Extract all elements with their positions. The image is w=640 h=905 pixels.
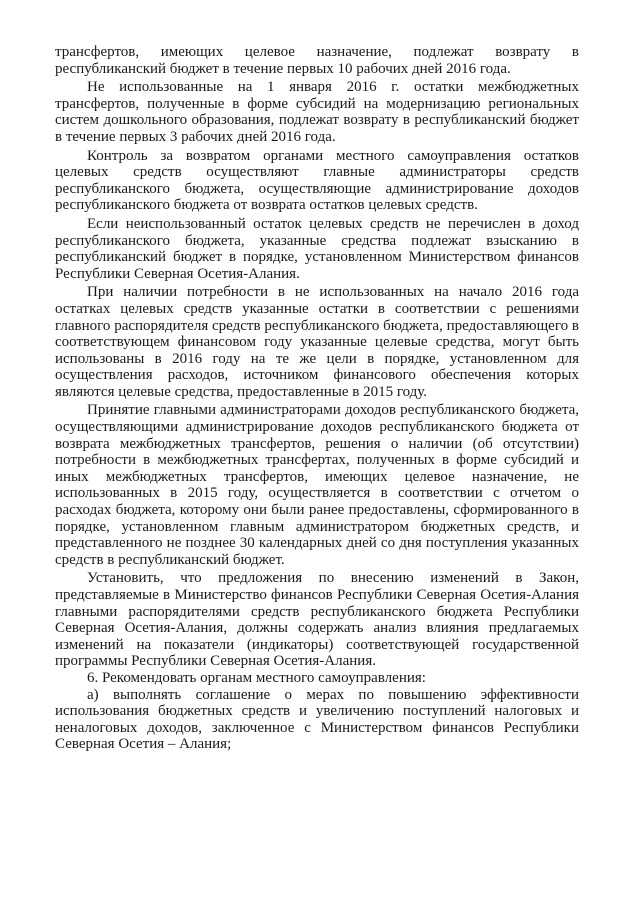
paragraph-law-amendments: Установить, что предложения по внесению изменений в Закон, представляемые в Министерство финансов Республики Северная Осетия-Алания главными распорядителями средств республиканского бюджета Республики Северная Осетия-Алания, должны содержать анализ влияния предлагаемых изменений на показатели (индикаторы) соответствующей государственной программы Республики Северная Осетия-Алания.	[55, 570, 579, 670]
paragraph-remaining-funds-use: При наличии потребности в не использованных на начало 2016 года остатках целевых средств указанные остатки в соответствии с решениями главного распорядителя средств республиканского бюджета, предоставляющего в соответствующем финансовом году указанные целевые средства, могут быть использованы в 2016 году на те же цели в порядке, установленном для осуществления расходов, источником финансового обеспечения которых являются целевые средства, предоставленные в 2015 году.	[55, 284, 579, 400]
paragraph-preschool-subsidies: Не использованные на 1 января 2016 г. остатки межбюджетных трансфертов, полученные в форме субсидий на модернизацию региональных систем дошкольного образования, подлежат возврату в республиканский бюджет в течение первых 3 рабочих дней 2016 года.	[55, 79, 579, 145]
paragraph-recommendation-heading: 6. Рекомендовать органам местного самоуправления:	[87, 669, 426, 686]
document-page	[55, 44, 579, 753]
paragraph-recovery: Если неиспользованный остаток целевых средств не перечислен в доход республиканского бюджета, указанные средства подлежат взысканию в республиканский бюджет в порядке, установленном Министерством финансов Республики Северная Осетия-Алания.	[55, 215, 579, 282]
paragraph-return-control: Контроль за возвратом органами местного самоуправления остатков целевых средств осуществляют главные администраторы средств республиканского бюджета, осуществляющие администрирование доходов республиканского бюджета от возврата остатков целевых средств.	[55, 147, 579, 214]
paragraph-recommendation-a: а) выполнять соглашение о мерах по повышению эффективности использования бюджетных средств и увеличению поступлений налоговых и неналоговых доходов, заключенное с Министерством финансов Республики Северная Осетия – Алания;	[55, 686, 579, 753]
paragraph-need-decision: Принятие главными администраторами доходов республиканского бюджета, осуществляющими администрирование доходов республиканского бюджета от возврата межбюджетных трансфертов, решения о наличии (об отсутствии) потребности в межбюджетных трансфертах, полученных в форме субсидий и иных межбюджетных трансфертов, имеющих целевое назначение, не использованных в 2015 году, осуществляется в соответствии с отчетом о расходах бюджета, которому они были ранее предоставлены, сформированного в порядке, установленном главным администратором бюджетных средств, и представленного не позднее 30 календарных дней со дня поступления указанных средств в республиканский бюджет.	[55, 402, 579, 568]
paragraph-transfer-return: трансфертов, имеющих целевое назначение, подлежат возврату в республиканский бюджет в течение первых 10 рабочих дней 2016 года.	[55, 44, 579, 77]
